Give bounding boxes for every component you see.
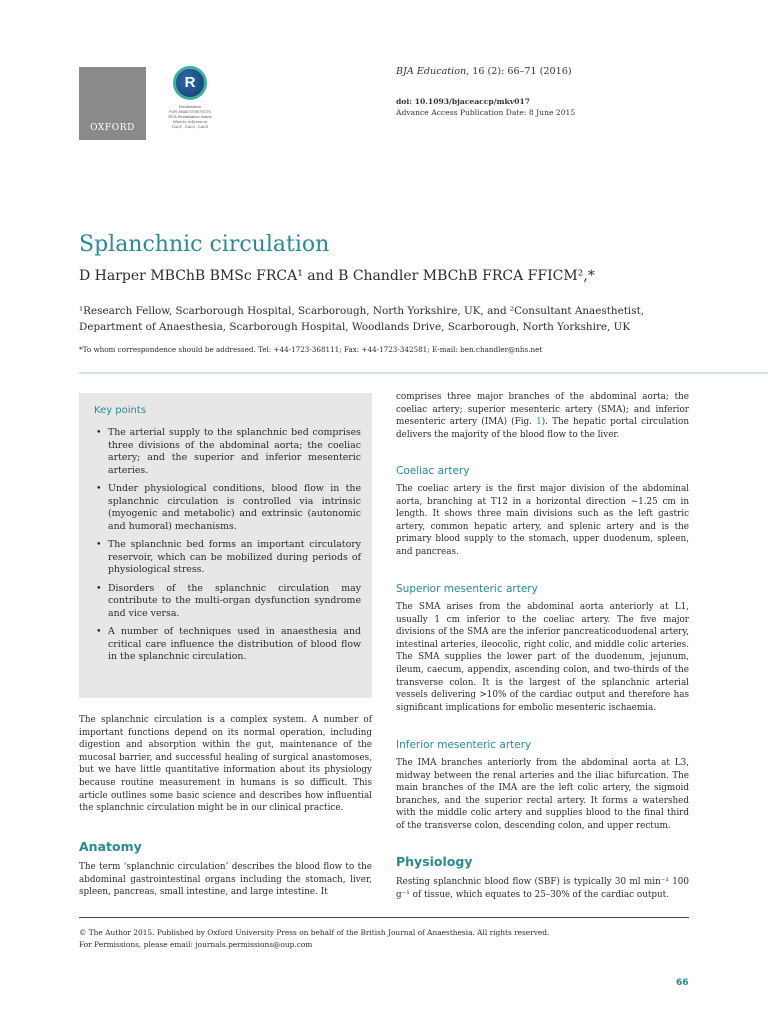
- page-number: 66: [676, 978, 689, 988]
- affiliation: ¹Research Fellow, Scarborough Hospital, Scarborough, North Yorkshire, UK, and ²Consultant Anaesthetist, Department of Anaesthesia, Scarborough Hospital, Woodlands Drive, Scarborough, North Yorkshire, UK: [79, 305, 645, 333]
- authors: D Harper MBChB BMSc FRCA¹ and B Chandler MBChB FRCA FFICM²,*: [79, 268, 595, 284]
- journal-name: BJA Education: [396, 66, 467, 77]
- footer-divider: [79, 917, 689, 918]
- revalidation-logo: [162, 66, 218, 129]
- section-divider: [79, 372, 768, 374]
- anatomy-heading: Anatomy: [79, 839, 142, 854]
- correspondence: *To whom correspondence should be addressed. Tel: +44-1723-368111; Fax: +44-1723-342581; E-mail: ben.chandler@nhs.net: [79, 345, 543, 354]
- key-points-list: [95, 427, 361, 670]
- revalidation-line5: 1A01, 1A02, 1A03: [171, 124, 209, 129]
- article-title: Splanchnic circulation: [79, 232, 330, 257]
- revalidation-line1: Revalidation: [178, 104, 201, 109]
- copyright-block: [79, 927, 549, 951]
- intro-paragraph: The splanchnic circulation is a complex system. A number of important functions depend on its normal operation, including digestion and absorption within the gut, maintenance of the mucosal barrier, and successful healing of surgical anastomoses, but we have little quantitative information about its physiology because routine measurement in humans is so difficult. This article outlines some basic science and describes how influential the splanchnic circulation might be in our clinical practice.: [79, 715, 372, 814]
- sma-paragraph: The SMA arises from the abdominal aorta anteriorly at L1, usually 1 cm inferior to the coeliac artery. The five major divisions of the SMA are the inferior pancreaticoduodenal artery, intestinal arteries, ileocolic, right colic, and middle colic arteries. The SMA supplies the lower part of the duodenum, jejunum, ileum, caecum, appendix, ascending colon, and two-thirds of the transverse colon. It is the largest of the splanchnic arterial vessels delivering >10% of the cardiac output and therefore has significant implications for embolic mesenteric ischaemia.: [396, 602, 689, 713]
- key-point-item: • Under physiological conditions, blood flow in the splanchnic circulation is controlled via intrinsic (myogenic and metabolic) and extrinsic (autonomic and humoral) mechanisms.: [95, 483, 361, 533]
- anatomy-paragraph: The term ‘splanchnic circulation’ describes the blood flow to the abdominal gastrointestinal organs including the stomach, liver, spleen, pancreas, small intestine, and large intestine. It: [79, 862, 372, 898]
- copyright-text: © The Author 2015. Published by Oxford University Press on behalf of the British Journal of Anaesthesia. All rights reserved.: [79, 928, 550, 937]
- oxford-logo-text: OXFORD: [90, 123, 135, 133]
- coeliac-heading: Coeliac artery: [396, 465, 470, 477]
- doi-block: [396, 96, 575, 118]
- figure-link[interactable]: 1: [536, 417, 542, 428]
- key-point-item: • The splanchnic bed forms an important circulatory reservoir, which can be mobilized during periods of physiological stress.: [95, 539, 361, 577]
- key-point-item: • The arterial supply to the splanchnic bed comprises three divisions of the abdominal aorta; the coeliac artery; and the superior and inferior mesenteric arteries.: [95, 427, 361, 477]
- ima-paragraph: The IMA branches anteriorly from the abdominal aorta at L3, midway between the renal arteries and the iliac bifurcation. The main branches of the IMA are the left colic artery, the sigmoid branches, and the superior rectal artery. It forms a watershed with the middle colic artery and supplies blood to the final third of the transverse colon, descending colon, and upper rectum.: [396, 758, 689, 831]
- permissions-text: For Permissions, please email: journals.permissions@oup.com: [79, 940, 313, 949]
- physiology-heading: Physiology: [396, 854, 473, 869]
- oxford-logo: [79, 67, 146, 140]
- journal-reference: [396, 66, 572, 77]
- key-point-item: • Disorders of the splanchnic circulation may contribute to the multi-organ dysfunction syndrome and vice versa.: [95, 583, 361, 621]
- revalidation-r-icon: R: [173, 66, 207, 100]
- revalidation-line2: FOR ANAESTHETISTS: [168, 109, 212, 114]
- revalidation-line4: Matrix reference: [172, 119, 208, 124]
- ima-heading: Inferior mesenteric artery: [396, 739, 532, 751]
- anatomy-continued-paragraph: comprises three major branches of the abdominal aorta; the coeliac artery; superior mesenteric artery (SMA); and inferior mesenteric artery (IMA) (Fig. 1). The hepatic portal circulation delivers the majority of the blood flow to the liver.: [396, 392, 689, 440]
- revalidation-line3: RCA Revalidation matrix: [168, 114, 212, 119]
- sma-heading: Superior mesenteric artery: [396, 583, 538, 595]
- key-point-item: • A number of techniques used in anaesthesia and critical care influence the distribution of blood flow in the splanchnic circulation.: [95, 626, 361, 664]
- publication-date: Advance Access Publication Date: 8 June 2015: [396, 108, 576, 117]
- physiology-paragraph: Resting splanchnic blood flow (SBF) is typically 30 ml min⁻¹ 100 g⁻¹ of tissue, which equates to 25–30% of the cardiac output.: [396, 877, 689, 900]
- doi-link[interactable]: doi: 10.1093/bjaceaccp/mkv017: [396, 97, 531, 106]
- coeliac-paragraph: The coeliac artery is the first major division of the abdominal aorta, branching at T12 in a horizontal direction ~1.25 cm in length. It shows three main divisions such as the left gastric artery, common hepatic artery, and splenic artery and is the primary blood supply to the stomach, upper duodenum, spleen, and pancreas.: [396, 484, 689, 557]
- key-points-box: [79, 393, 372, 698]
- volume-issue: , 16 (2): 66–71 (2016): [466, 66, 572, 77]
- key-points-title: Key points: [94, 405, 147, 416]
